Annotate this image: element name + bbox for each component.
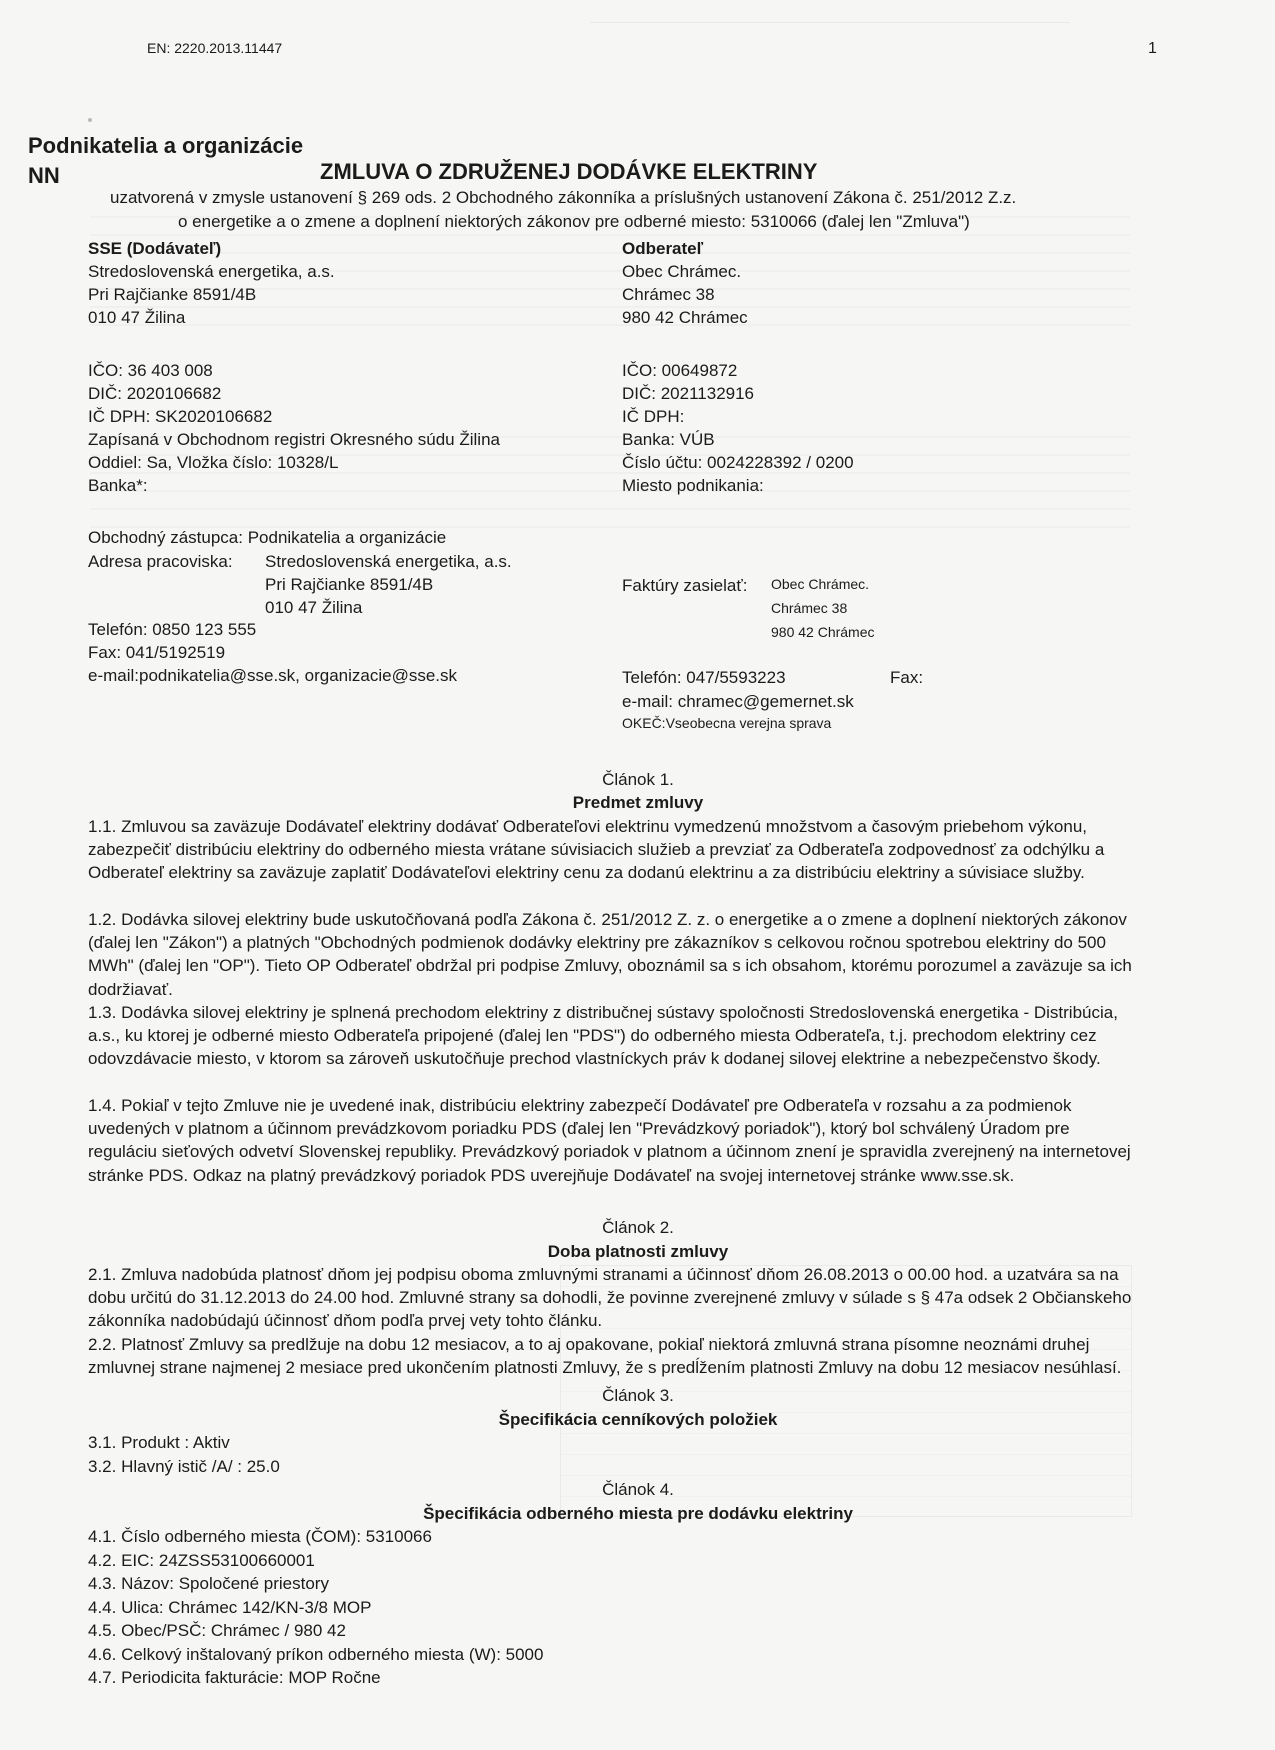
list-item: 3.2. Hlavný istič /A/ : 25.0 xyxy=(88,1456,280,1476)
supplier-icdph: IČ DPH: SK2020106682 xyxy=(88,407,273,426)
invoice-line-2: Chrámec 38 xyxy=(771,600,848,616)
invoice-address xyxy=(771,572,875,644)
customer-street: Chrámec 38 xyxy=(622,285,715,304)
subtitle-line-2: o energetike a o zmene a doplnení niektorých zákonov pre odberné miesto: 5310066 (ďalej len "Zmluva") xyxy=(178,212,970,231)
document-reference: EN: 2220.2013.11447 xyxy=(147,40,283,56)
supplier-city: 010 47 Žilina xyxy=(88,308,186,327)
voltage-level: NN xyxy=(28,163,60,188)
article-2-title: Doba platnosti zmluvy xyxy=(547,1242,729,1261)
invoice-line-1: Obec Chrámec. xyxy=(771,576,870,592)
customer-ico: IČO: 00649872 xyxy=(622,361,738,380)
supplier-registry-section: Oddiel: Sa, Vložka číslo: 10328/L xyxy=(88,453,339,472)
office-address xyxy=(265,550,512,619)
clause-1-4: 1.4. Pokiaľ v tejto Zmluve nie je uvedené inak, distribúciu elektriny zabezpečí Dodávateľ pre Odberateľa v rozsahu a za podmienok uvedených v platnom a účinnom prevádzkovom poriadku PDS (ďalej len "Prevádzkový poriadok"), ktorý bol schválený Úradom pre reguláciu sieťových odvetví Slovenskej republiky. Prevádzkový poriadok v platnom a účinnom znení je spravidla zverejnený na internetovej stránke PDS. Odkaz na platný prevádzkový poriadok PDS uverejňuje Dodávateľ na svojej internetovej stránke www.sse.sk. xyxy=(88,1096,1131,1185)
article-1-title: Predmet zmluvy xyxy=(572,793,704,812)
article-4-items xyxy=(88,1525,543,1690)
list-item: 4.7. Periodicita fakturácie: MOP Ročne xyxy=(88,1668,381,1687)
supplier-registry: Zapísaná v Obchodnom registri Okresného súdu Žilina xyxy=(88,430,500,449)
clause-1-3: 1.3. Dodávka silovej elektriny je splnená prechodom elektriny z distribučnej sústavy spoločnosti Stredoslovenská energetika - Distribúcia, a.s., ku ktorej je odberné miesto Odberateľa pripojené (ďalej len "PDS") do odberného miesta Odberateľa, t.j. prechodom elektriny cez odovzdávacie miesto, v ktorom sa zároveň uskutočňuje prechod vlastníckych práv k dodanej silovej elektrine a nebezpečenstvo škody. xyxy=(88,1003,1118,1069)
customer-segment: Podnikatelia a organizácie xyxy=(28,133,304,158)
office-line-3: 010 47 Žilina xyxy=(265,598,363,617)
article-3-number: Článok 3. xyxy=(602,1386,674,1405)
customer-fax: Fax: xyxy=(890,668,924,687)
page-title: ZMLUVA O ZDRUŽENEJ DODÁVKE ELEKTRINY xyxy=(320,159,818,184)
office-label: Adresa pracoviska: xyxy=(88,552,233,571)
article-3-title: Špecifikácia cenníkových položiek xyxy=(498,1410,778,1429)
article-4-number: Článok 4. xyxy=(602,1480,674,1499)
article-3-items xyxy=(88,1431,280,1478)
clause-2-2: 2.2. Platnosť Zmluvy sa predlžuje na dobu 12 mesiacov, a to aj opakovane, pokiaľ niektorá zmluvná strana písomne neoznámi druhej zmluvnej strane najmenej 2 mesiace pred ukončením platnosti Zmluvy, že s predĺžením platnosti Zmluvy na dobu 12 mesiacov nesúhlasí. xyxy=(88,1335,1122,1378)
article-2-number: Článok 2. xyxy=(602,1218,674,1237)
clause-1-2: 1.2. Dodávka silovej elektriny bude uskutočňovaná podľa Zákona č. 251/2012 Z. z. o energetike a o zmene a doplnení niektorých zákonov (ďalej len "Zákon") a platných "Obchodných podmienok dodávky elektriny pre zákazníkov s celkovou ročnou spotrebou elektriny do 500 MWh" (ďalej len "OP"). Tieto OP Odberateľ obdržal pri podpise Zmluvy, oboznámil sa s ich obsahom, ktorému porozumel a zaväzuje sa ich dodržiavať. xyxy=(88,910,1132,999)
customer-business-place: Miesto podnikania: xyxy=(622,476,764,495)
list-item: 4.1. Číslo odberného miesta (ČOM): 5310066 xyxy=(88,1527,432,1546)
supplier-block xyxy=(88,237,335,329)
subtitle-line-1: uzatvorená v zmysle ustanovení § 269 ods. 2 Obchodného zákonníka a príslušných ustanovení Zákona č. 251/2012 Z.z. xyxy=(110,188,1017,207)
list-item: 4.4. Ulica: Chrámec 142/KN-3/8 MOP xyxy=(88,1597,372,1617)
customer-city: 980 42 Chrámec xyxy=(622,308,748,327)
supplier-phone: Telefón: 0850 123 555 xyxy=(88,620,257,639)
customer-dic: DIČ: 2021132916 xyxy=(622,384,755,403)
office-line-1: Stredoslovenská energetika, a.s. xyxy=(265,552,512,571)
customer-heading: Odberateľ xyxy=(622,239,704,258)
article-1-number: Článok 1. xyxy=(602,770,674,789)
list-item: 4.6. Celkový inštalovaný príkon odberného miesta (W): 5000 xyxy=(88,1644,544,1664)
customer-bank: Banka: VÚB xyxy=(622,430,715,449)
supplier-bank: Banka*: xyxy=(88,476,148,495)
customer-phone: Telefón: 047/5593223 xyxy=(622,668,786,687)
customer-icdph: IČ DPH: xyxy=(622,407,685,426)
sales-agent: Obchodný zástupca: Podnikatelia a organizácie xyxy=(88,528,447,547)
list-item: 4.3. Názov: Spoločené priestory xyxy=(88,1574,329,1593)
office-line-2: Pri Rajčianke 8591/4B xyxy=(265,575,434,594)
supplier-email: e-mail:podnikatelia@sse.sk, organizacie@sse.sk xyxy=(88,666,458,685)
customer-account: Číslo účtu: 0024228392 / 0200 xyxy=(622,453,854,472)
supplier-heading: SSE (Dodávateľ) xyxy=(88,239,222,258)
list-item: 4.5. Obec/PSČ: Chrámec / 980 42 xyxy=(88,1621,346,1640)
punch-hole-mark xyxy=(88,118,92,122)
supplier-name: Stredoslovenská energetika, a.s. xyxy=(88,262,335,281)
list-item: 4.2. EIC: 24ZSS53100660001 xyxy=(88,1550,315,1570)
article-4-title: Špecifikácia odberného miesta pre dodávku elektriny xyxy=(423,1504,853,1523)
supplier-dic: DIČ: 2020106682 xyxy=(88,384,222,403)
invoice-line-3: 980 42 Chrámec xyxy=(771,624,875,640)
page-number: 1 xyxy=(1148,40,1157,57)
supplier-ids xyxy=(88,359,500,497)
customer-block xyxy=(622,237,748,329)
customer-name: Obec Chrámec. xyxy=(622,262,742,281)
supplier-fax: Fax: 041/5192519 xyxy=(88,643,226,662)
customer-email: e-mail: chramec@gemernet.sk xyxy=(622,692,854,711)
customer-okec: OKEČ:Vseobecna verejna sprava xyxy=(622,715,832,731)
supplier-street: Pri Rajčianke 8591/4B xyxy=(88,285,257,304)
customer-ids xyxy=(622,359,854,497)
invoice-label: Faktúry zasielať: xyxy=(622,576,748,595)
supplier-contact xyxy=(88,618,457,687)
clause-1-1: 1.1. Zmluvou sa zaväzuje Dodávateľ elektriny dodávať Odberateľovi elektrinu vymedzenú množstvom a časovým priebehom výkonu, zabezpečiť distribúciu elektriny do odberného miesta vrátane súvisiacich služieb a prevziať za Odberateľa zodpovednosť za odchýlku a Odberateľ elektriny sa zaväzuje zaplatiť Dodávateľovi elektriny cenu za dodanú elektrinu a za distribúciu elektriny a súvisiace služby. xyxy=(88,817,1105,883)
list-item: 3.1. Produkt : Aktiv xyxy=(88,1433,230,1452)
clause-2-1: 2.1. Zmluva nadobúda platnosť dňom jej podpisu oboma zmluvnými stranami a účinnosť dňom 26.08.2013 o 00.00 hod. a uzatvára sa na dobu určitú do 31.12.2013 do 24.00 hod. Zmluvné strany sa dohodli, že povinne zverejnené zmluvy v súlade s § 47a odsek 2 Občianskeho zákonníka nadobúdajú účinnosť dňom podľa prvej vety tohto článku. xyxy=(88,1265,1132,1331)
supplier-ico: IČO: 36 403 008 xyxy=(88,361,213,380)
